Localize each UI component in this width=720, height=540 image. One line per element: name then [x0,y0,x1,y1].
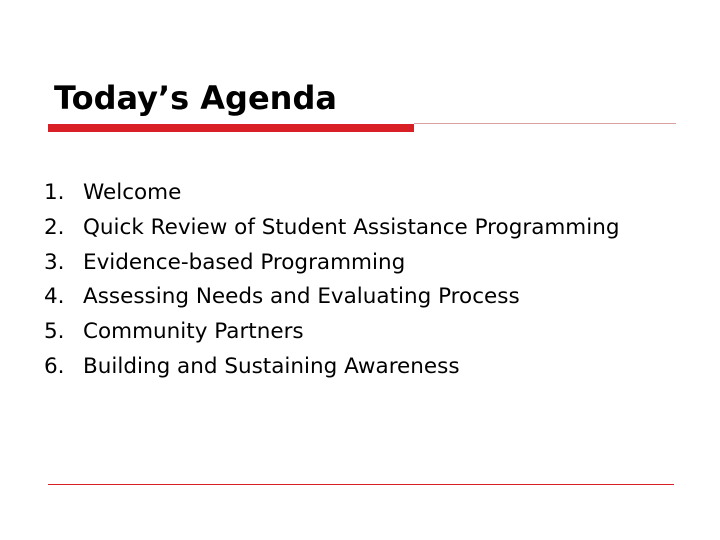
agenda-item-number: 4. [44,284,65,310]
agenda-item [44,280,620,315]
agenda-item-text: Assessing Needs and Evaluating Process [83,284,520,310]
agenda-item-number: 6. [44,353,65,379]
agenda-item-text: Community Partners [83,319,304,345]
agenda-item [44,246,620,281]
agenda-list [44,176,620,385]
agenda-item [44,211,620,246]
agenda-item-number: 3. [44,249,65,275]
agenda-item [44,350,620,385]
agenda-item [44,176,620,211]
agenda-item-text: Quick Review of Student Assistance Programming [83,214,620,240]
title-underline-thick [48,124,414,132]
agenda-item-text: Evidence-based Programming [83,249,406,275]
agenda-item-text: Welcome [83,180,182,205]
title-underline-thin [414,123,676,124]
agenda-item-number: 1. [44,180,65,205]
footer-divider [48,484,674,485]
agenda-item-number: 5. [44,319,65,345]
agenda-item [44,315,620,350]
agenda-item-text: Building and Sustaining Awareness [83,353,460,379]
agenda-item-number: 2. [44,214,65,240]
slide-title: Today’s Agenda [54,79,337,117]
